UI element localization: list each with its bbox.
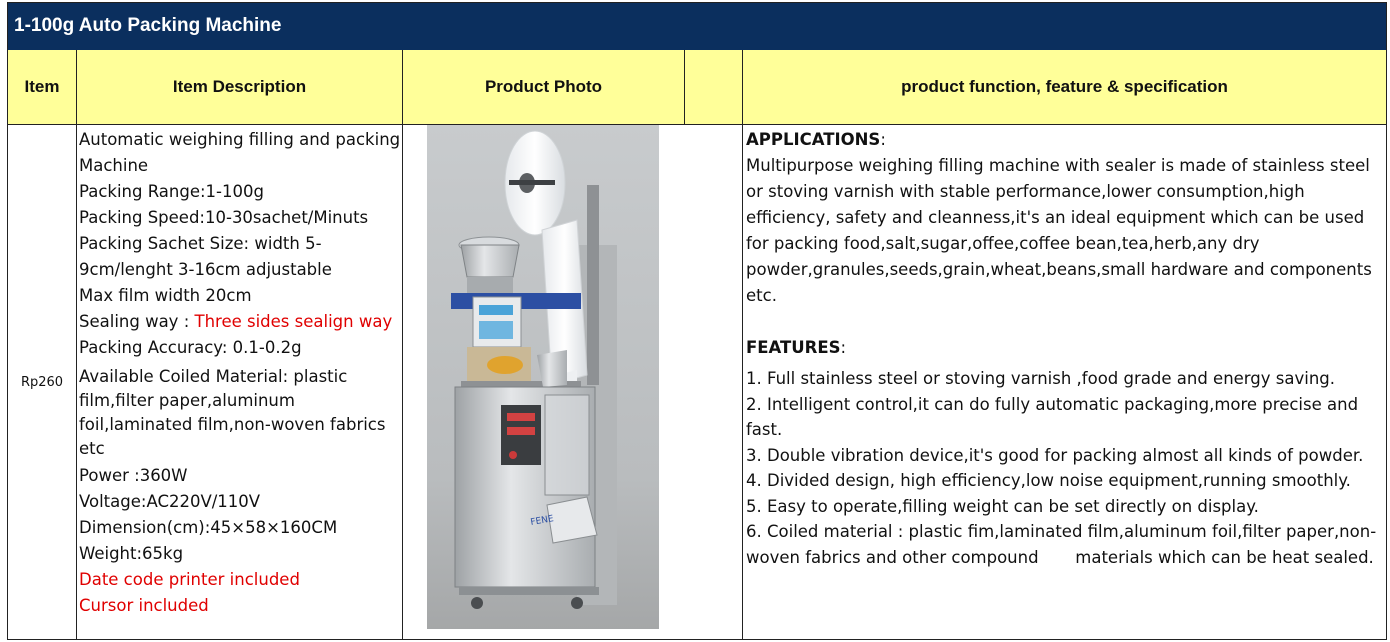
spacer: [746, 309, 1386, 335]
sheet-title: 1-100g Auto Packing Machine: [14, 15, 282, 36]
features-label: FEATURES: [746, 338, 841, 357]
red-switch: [509, 451, 517, 459]
desc-line: Max film width 20cm: [79, 286, 252, 305]
caster-left: [471, 597, 483, 609]
display-keys: [479, 321, 513, 339]
material-line: Available Coiled Material: plastic: [79, 367, 348, 386]
roll-shaft: [509, 180, 555, 185]
sealing-way-line: [79, 309, 400, 335]
feature-line: 3. Double vibration device,it's good for packing almost all kinds of powder.: [746, 445, 1364, 465]
feature-line: 5. Easy to operate,filling weight can be set directly on display.: [746, 496, 1259, 516]
brand-label: FENE: [529, 514, 555, 528]
temp-display-2: [507, 427, 535, 435]
applications-colon: :: [880, 130, 886, 149]
sealing-way-label: Sealing way :: [79, 312, 195, 331]
feature-line: 6. Coiled material : plastic fim,laminated film,aluminum foil,filter paper,non-: [746, 522, 1377, 541]
display-screen: [479, 305, 513, 315]
desc-line: Packing Range:1-100g: [79, 182, 264, 201]
base-frame: [459, 587, 599, 595]
applications-line: for packing food,salt,sugar,offee,coffee bean,tea,herb,any dry: [746, 234, 1260, 253]
sticker-graphic: [487, 356, 523, 374]
desc-line: Automatic weighing filling and packing: [79, 130, 401, 149]
extra-line: Date code printer included: [79, 570, 300, 589]
support-pole: [587, 185, 599, 385]
hopper-bowl: [461, 245, 519, 277]
feature-line: woven fabrics and other compound materials which can be heat sealed.: [746, 547, 1374, 567]
applications-line: Multipurpose weighing filling machine with sealer is made of stainless steel: [746, 156, 1370, 175]
feature-line: fast.: [746, 420, 783, 439]
feature-line: 1. Full stainless steel or stoving varnish ,food grade and energy saving.: [746, 369, 1336, 388]
header-description: Item Description: [77, 50, 403, 125]
applications-heading: [746, 127, 1386, 153]
desc-line: Packing Speed:10-30sachet/Minuts: [79, 208, 369, 227]
temp-display: [507, 413, 535, 421]
features-heading: [746, 335, 1386, 361]
description-cell: [77, 125, 403, 639]
material-line: film,filter paper,aluminum: [79, 391, 295, 410]
item-code-cell: [8, 125, 77, 639]
material-line: foil,laminated film,non-woven fabrics: [79, 415, 386, 434]
features-colon: :: [840, 338, 847, 357]
specification-cell: [743, 125, 1386, 639]
header-photo: Product Photo: [403, 50, 685, 125]
desc-line: 9cm/lenght 3-16cm adjustable: [79, 260, 332, 279]
sealer-guard: [545, 395, 589, 495]
material-line: etc: [79, 439, 105, 458]
applications-line: or stoving varnish with stable performance,lower consumption,high: [746, 182, 1305, 201]
title-bar: [8, 3, 1386, 51]
spec-line: Voltage:AC220V/110V: [79, 492, 261, 511]
product-photo: [427, 125, 659, 629]
applications-line: etc.: [746, 286, 777, 305]
feature-line: 2. Intelligent control,it can do fully automatic packaging,more precise and: [746, 394, 1359, 414]
desc-line: Machine: [79, 156, 149, 175]
spec-line: Dimension(cm):45×58×160CM: [79, 518, 338, 537]
product-sheet: [7, 2, 1387, 640]
accuracy-line: Packing Accuracy: 0.1-0.2g: [79, 338, 302, 357]
spec-line: Weight:65kg: [79, 544, 184, 563]
feature-line: 4. Divided design, high efficiency,low noise equipment,running smoothly.: [746, 471, 1351, 490]
photo-cell: [403, 125, 743, 639]
item-code: Rp260: [20, 374, 64, 390]
caster-right: [571, 597, 583, 609]
applications-line: powder,granules,seeds,grain,wheat,beans,small hardware and components: [746, 260, 1372, 279]
sealing-way-value: Three sides sealign way: [194, 312, 393, 331]
extra-line: Cursor included: [79, 596, 209, 615]
header-empty: [685, 50, 743, 125]
applications-label: APPLICATIONS: [746, 130, 881, 149]
header-item: Item: [8, 50, 77, 125]
desc-line: Packing Sachet Size: width 5-: [79, 234, 322, 253]
applications-line: efficiency, safety and cleanness,it's an ideal equipment which can be used: [746, 208, 1365, 227]
spec-line: Power :360W: [79, 466, 188, 485]
header-spec: product function, feature & specification: [743, 50, 1386, 125]
